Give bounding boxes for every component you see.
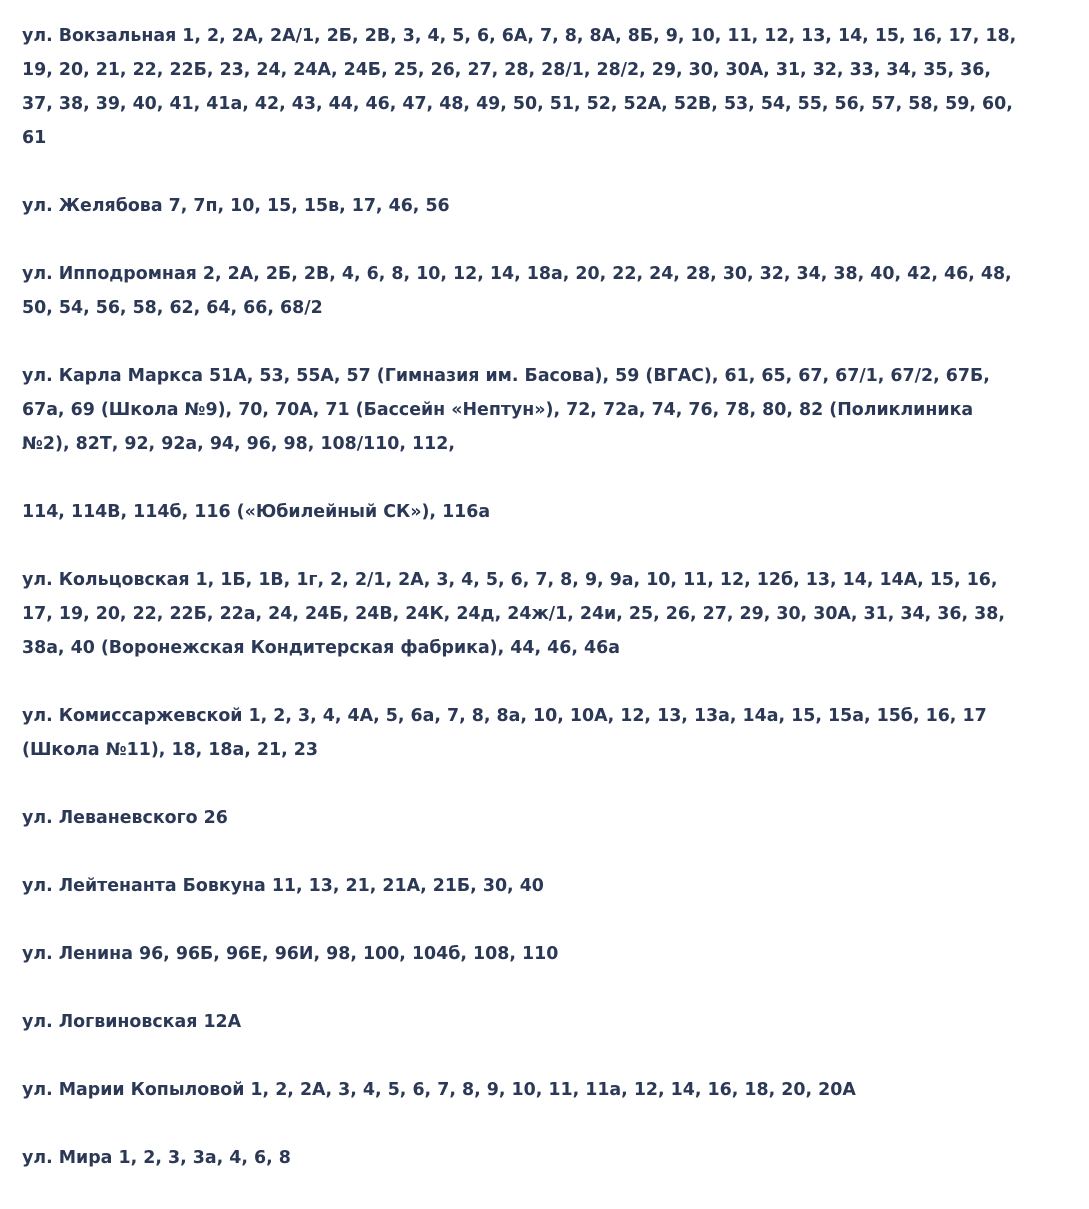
street-logvinovskaya: ул. Логвиновская 12А — [22, 1012, 242, 1032]
street-koltsovskaya: ул. Кольцовская 1, 1Б, 1В, 1г, 2, 2/1, 2А, 3, 4, 5, 6, 7, 8, 9, 9а, 10, 11, 12, 12б, 13, 14, 14А, 15, 16, 17, 19, 20, 22, 22Б, 22а, 24, 24Б, 24В, 24К, 24д, 24ж/1, 24и, 25, 26, 27, 29, 30, 30А, 31, 34, 36, 38, 38а, 40 (Воронежская Кондитерская фабрика), 44, 46, 46а — [22, 570, 1005, 658]
street-marii-kopylovoy: ул. Марии Копыловой 1, 2, 2А, 3, 4, 5, 6, 7, 8, 9, 10, 11, 11а, 12, 14, 16, 18, 20, 20А — [22, 1080, 856, 1100]
street-zhelyabova: ул. Желябова 7, 7п, 10, 15, 15в, 17, 46, 56 — [22, 196, 450, 216]
street-lenina: ул. Ленина 96, 96Б, 96Е, 96И, 98, 100, 104б, 108, 110 — [22, 944, 559, 964]
street-komissarzhevskoy: ул. Комиссаржевской 1, 2, 3, 4, 4А, 5, 6а, 7, 8, 8а, 10, 10А, 12, 13, 13а, 14а, 15, 15а, 15б, 16, 17 (Школа №11), 18, 18а, 21, 23 — [22, 706, 987, 760]
street-vokzalnaya: ул. Вокзальная 1, 2, 2А, 2А/1, 2Б, 2В, 3, 4, 5, 6, 6А, 7, 8, 8А, 8Б, 9, 10, 11, 12, 13, 14, 15, 16, 17, 18, 19, 20, 21, 22, 22Б, 23, 24, 24А, 24Б, 25, 26, 27, 28, 28/1, 28/2, 29, 30, 30А, 31, 32, 33, 34, 35, 36, 37, 38, 39, 40, 41, 41а, 42, 43, 44, 46, 47, 48, 49, 50, 51, 52, 52А, 52В, 53, 54, 55, 56, 57, 58, 59, 60, 61 — [22, 26, 1017, 148]
street-levanevskogo: ул. Леваневского 26 — [22, 808, 228, 828]
street-karla-marksa: ул. Карла Маркса 51А, 53, 55А, 57 (Гимназия им. Басова), 59 (ВГАС), 61, 65, 67, 67/1, 67/2, 67Б, 67а, 69 (Школа №9), 70, 70А, 71 (Бассейн «Нептун»), 72, 72а, 74, 76, 78, 80, 82 (Поликлиника №2), 82Т, 92, 92а, 94, 96, 98, 108/110, 112, — [22, 366, 990, 454]
street-ippodromnaya: ул. Ипподромная 2, 2А, 2Б, 2В, 4, 6, 8, 10, 12, 14, 18а, 20, 22, 24, 28, 30, 32, 34, 38, 40, 42, 46, 48, 50, 54, 56, 58, 62, 64, 66, 68/2 — [22, 264, 1012, 318]
street-mira: ул. Мира 1, 2, 3, 3а, 4, 6, 8 — [22, 1148, 291, 1168]
address-list — [22, 19, 1022, 1209]
street-karla-marksa-continued: 114, 114В, 114б, 116 («Юбилейный СК»), 116а — [22, 502, 491, 522]
street-leytenanta-bovkuna: ул. Лейтенанта Бовкуна 11, 13, 21, 21А, 21Б, 30, 40 — [22, 876, 544, 896]
